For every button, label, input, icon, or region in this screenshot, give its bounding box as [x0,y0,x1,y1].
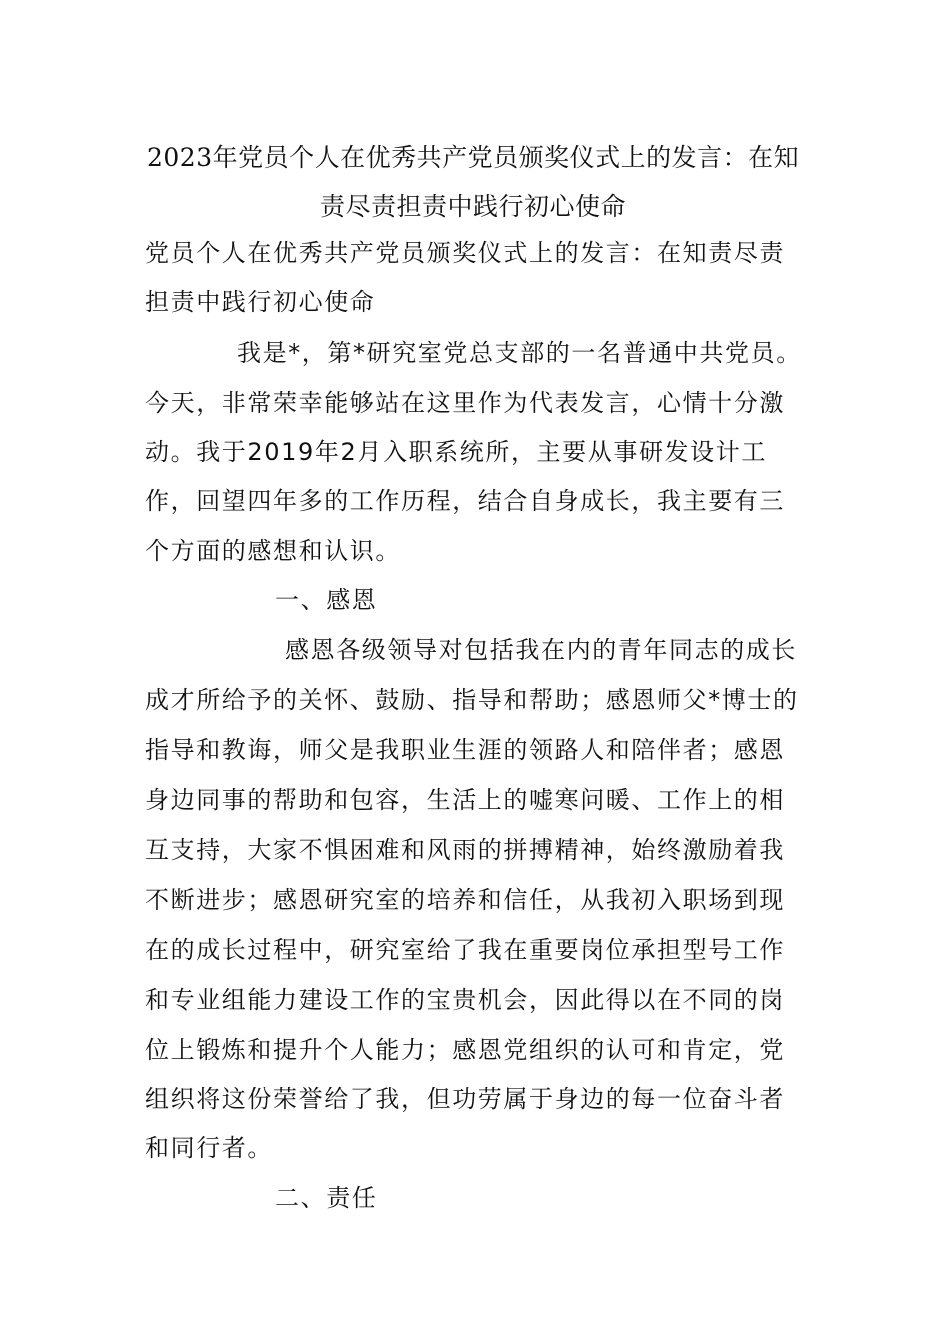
body-line: 动。我于2019年2月入职系统所，主要从事研发设计工 [145,438,767,466]
body-line: 我是*，第*研究室党总支部的一名普通中共党员。 [237,339,802,367]
body-line: 指导和教诲，师父是我职业生涯的领路人和陪伴者；感恩 [145,736,785,764]
body-line: 身边同事的帮助和包容，生活上的嘘寒问暖、工作上的相 [145,786,785,814]
body-line: 成才所给予的关怀、鼓励、指导和帮助；感恩师父*博士的 [145,686,799,714]
section-heading: 一、感恩 [275,586,378,614]
title-line-1: 2023年党员个人在优秀共产党员颁奖仪式上的发言：在知 [147,143,800,172]
body-line: 作，回望四年多的工作历程，结合自身成长，我主要有三 [145,487,785,515]
body-line: 和专业组能力建设工作的宝贵机会，因此得以在不同的岗 [145,986,785,1014]
section-heading: 二、责任 [275,1184,378,1212]
body-line: 担责中践行初心使命 [145,288,376,316]
body-line: 互支持，大家不惧困难和风雨的拼搏精神，始终激励着我 [145,836,785,864]
body-line: 位上锻炼和提升个人能力；感恩党组织的认可和肯定，党 [145,1036,785,1064]
body-line: 党员个人在优秀共产党员颁奖仪式上的发言：在知责尽责 [145,239,785,267]
body-line: 感恩各级领导对包括我在内的青年同志的成长 [285,636,797,664]
body-line: 个方面的感想和认识。 [145,537,401,565]
body-line: 和同行者。 [145,1134,273,1162]
body-line: 在的成长过程中，研究室给了我在重要岗位承担型号工作 [145,936,785,964]
title-line-2: 责尽责担责中践行初心使命 [320,192,627,221]
body-line: 不断进步；感恩研究室的培养和信任，从我初入职场到现 [145,886,785,914]
body-line: 组织将这份荣誉给了我，但功劳属于身边的每一位奋斗者 [145,1085,785,1113]
body-line: 今天，非常荣幸能够站在这里作为代表发言，心情十分激 [145,389,785,417]
